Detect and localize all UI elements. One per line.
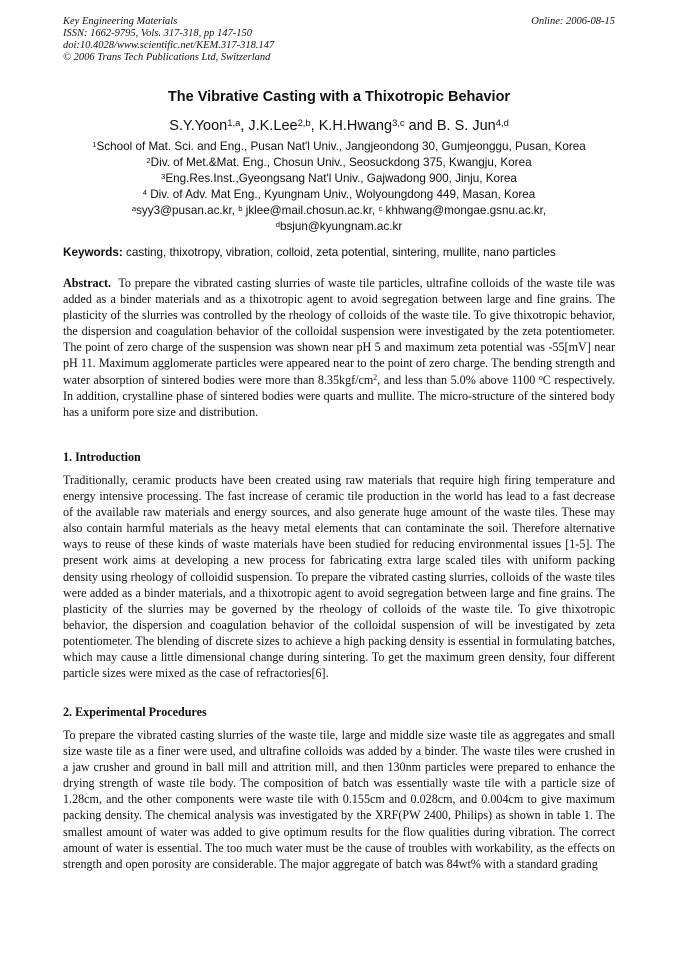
affiliation <box>0 187 678 203</box>
abstract-text: To prepare the vibrated casting slurries of waste tile particles, ultrafine colloids of the waste tile was added as a binder materials and as a thixotropic agent to avoid segregation between large and fine grains. The plasticity of the slurries was controlled by the rheology of colloids of the waste tile. To give thixotropic behavior, the dispersion and coagulation behavior of the colloidal suspension were investigated by the zeta potentiometer. The point of zero charge of the suspension was shown near pH 5 and maximum zeta potential was -55[mV] near pH 11. Maximum agglomerate particles were appeared near to the point of zero charge. The bending strength and water absorption of sintered bodies were more than 8.35kgf/cm <box>63 276 615 387</box>
abstract-label: Abstract. <box>63 276 112 290</box>
journal-name: Key Engineering Materials <box>63 16 178 27</box>
email-d[interactable]: bsjun@kyungnam.ac.kr <box>279 220 403 233</box>
author-name: B. S. Jun <box>436 118 496 134</box>
author-name: K.H.Hwang <box>318 118 393 134</box>
abstract-sup: o <box>538 373 543 383</box>
abstract-text: , and less than 5.0% above 1100 <box>377 372 539 387</box>
section-body: To prepare the vibrated casting slurries of the waste tile, large and middle size waste tile as aggregates and small size waste tile as a finer were used, and ultrafine colloids was added by a binder. The waste tiles were crushed in a jaw crusher and ground in ball mill and attrition mill, and then 130nm particles were prepared to enhance the drying strength of waste tile body. The composition of batch was essentially waste tile with a particle size of 1.28cm, and the other components were waste tile with 0.155cm and 0.028cm, and 0.004cm to give maximum packing density. The chemical analysis was investigated by the XRF(PW 2400, Philips) as shown in table 1. The smallest amount of water was added to give optimum results for the flow qualities during vibration. The correct amount of water is essential. The too much water must be the cause of troubles with workability, as the effects on strength and open porosity are considerable. The major aggregate of batch was 84wt% with a standard grading <box>63 728 615 871</box>
online-date: Online: 2006-08-15 <box>531 16 615 27</box>
affiliation-text: Eng.Res.Inst.,Gyeongsang Nat'l Univ., Gajwadong 900, Jinju, Korea <box>165 172 517 185</box>
issn-line: ISSN: 1662-9795, Vols. 317-318, pp 147-150 <box>63 28 252 39</box>
journal-header <box>63 16 615 64</box>
email-sup: b <box>238 203 243 213</box>
author-sup: 3,c <box>392 116 405 128</box>
affiliation-text: Div. of Met.&Mat. Eng., Chosun Univ., Seosuckdong 375, Kwangju, Korea <box>150 156 532 169</box>
affiliation <box>0 139 678 155</box>
email-a[interactable]: syy3@pusan.ac.kr, <box>136 204 235 217</box>
abstract <box>63 275 615 420</box>
author-list: S.Y.Yoon$^{1,a}$, J.K.Lee$^{2,b}$, K.H.Hwang$^{3,c}$ and B. S. Jun$^{4,d}$ <box>169 116 509 134</box>
doi-line: doi:10.4028/www.scientific.net/KEM.317-318.147 <box>63 40 275 51</box>
email-sup: a <box>131 203 137 213</box>
affiliation-sup: 3 <box>161 171 166 181</box>
author-sup: 1,a <box>227 116 241 128</box>
email-line <box>0 219 678 235</box>
email-c[interactable]: khhwang@mongae.gsnu.ac.kr, <box>385 204 547 217</box>
copyright-line: © 2006 Trans Tech Publications Ltd, Switzerland <box>63 52 271 63</box>
email-line <box>0 203 678 219</box>
abstract-text: C respectively. In addition, crystalline phase of sintered bodies were quarts and mullite. The micro-structure of the sintered body has a uniform pore size and distribution. <box>63 372 615 419</box>
affiliation <box>0 155 678 171</box>
email-b[interactable]: jklee@mail.chosun.ac.kr, <box>245 204 376 217</box>
keywords-text: casting, thixotropy, vibration, colloid, zeta potential, sintering, mullite, nano particles <box>126 246 556 259</box>
email-sup: c <box>378 203 383 213</box>
author-sup: 4,d <box>495 116 509 128</box>
affiliation-text: Div. of Adv. Mat Eng., Kyungnam Univ., Wolyoungdong 449, Masan, Korea <box>146 188 536 201</box>
abstract-sup: 2 <box>373 373 378 383</box>
affiliation-list <box>0 139 678 235</box>
affiliation-sup: 4 <box>142 187 147 197</box>
email-sup: d <box>275 219 280 229</box>
affiliation-sup: 1 <box>92 139 97 149</box>
keywords-label: Keywords: <box>63 246 123 259</box>
section-heading: 2. Experimental Procedures <box>63 705 207 719</box>
paper-title: The Vibrative Casting with a Thixotropic Behavior <box>167 89 511 105</box>
section-heading: 1. Introduction <box>63 450 141 464</box>
author-name: S.Y.Yoon <box>169 118 228 134</box>
section-body: Traditionally, ceramic products have been created using raw materials that require high firing temperature and energy intensive processing. The fast increase of ceramic tile production in the world has lead to a fast decrease of the available raw materials and energy sources, and also generate huge amount of the waste tiles. These may also contain harmful materials as the heavy metal elements that can contaminate the soil. Therefore alternative ways to reuse of these kinds of waste materials have been studied for reducing environmental issues [1-5]. The present work aims at developing a new process for fabricating extra large scaled tiles with uniform packing density using rheology of colloidid suspension. To prepare the vibrated casting slurries, colloids of the waste tiles were added as a binder materials, and a thixotropic agent to avoid segregation between large and fine grains. The plasticity of the slurries may be governed by the rheology of colloids of the waste tile. To give thixotropic behavior, the dispersion and coagulation behavior of the colloidal suspension of will be investigated by zeta potentiometer. The blending of discrete sizes to achieve a high packing density is essential in formulating batches, which may cause a little dimensional change during sintering. To get the maximum green density, four different particle sizes were mixed as the case of refractories[6]. <box>63 473 615 681</box>
affiliation-sup: 2 <box>146 155 151 165</box>
author-name: J.K.Lee <box>248 118 298 134</box>
affiliation <box>0 171 678 187</box>
affiliation-text: School of Mat. Sci. and Eng., Pusan Nat'l Univ., Jangjeondong 30, Gumjeonggu, Pusan, Korea <box>96 140 586 153</box>
author-sup: 2,b <box>297 116 311 128</box>
keywords <box>63 246 615 259</box>
